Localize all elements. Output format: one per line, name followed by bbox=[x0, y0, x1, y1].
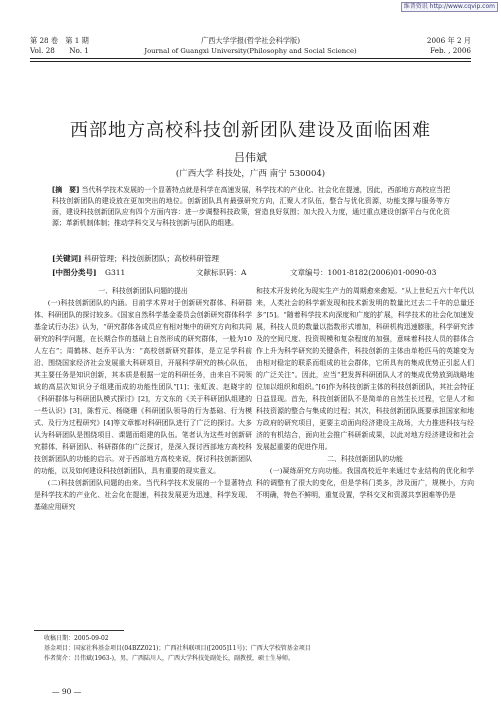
page-number: — 90 — bbox=[52, 687, 82, 696]
watermark-stamp: 维普资讯 http://www.cqvip.com bbox=[401, 2, 498, 12]
article-title: 西部地方高校科技创新团队建设及面临困难 bbox=[70, 120, 431, 141]
abstract-label: [摘 要] bbox=[52, 186, 80, 194]
keywords bbox=[52, 253, 219, 264]
article-label: 文章编号： bbox=[290, 268, 328, 277]
footnote-author-bio: 作者简介：吕伟斌(1963-)，男，广西陆川人，广西大学科技处副处长，副教授，硕士生导师。 bbox=[44, 655, 294, 662]
left-column bbox=[34, 285, 252, 513]
article-value: 1001-8182(2006)01-0090-03 bbox=[327, 268, 437, 277]
author-affiliation: (广西大学 科技处，广西 南宁 530004) bbox=[175, 169, 326, 179]
header-journal-en: Journal of Guangxi University(Philosophy and Social Science) bbox=[144, 47, 357, 55]
section-heading: 一、科技创新团队问题的提出 bbox=[98, 287, 188, 295]
article-number bbox=[290, 267, 436, 278]
classification-row bbox=[52, 267, 125, 278]
paragraph: (一)凝练研究方向功能。我国高校近年来通过专业结构的优化和学科的调整有了很大的变化，但是学科门类多，涉及面广，规模小，方向不明确，特色不鲜明，重复设置，学科交叉和资源共享困难等仍是 bbox=[256, 467, 474, 499]
paragraph-continued: 和技术开发转化为现实生产力的周期愈来愈短。“从上世纪五六十年代以来，人类社会的科学新发现和技术新发明的数量比过去二千年的总量还多”[5]。“随着科学技术向深度和广度的扩展，科学技术的社会化加速发展，科技人员的数量以指数形式增加，科研机构迅速膨胀，科学研究涉及的空间尺度、投资规模和复杂程度的加强，意味着科技人员的群体合作上升为科学研究的关键条件，科技创新的主体由单枪匹马的英雄变为由相对稳定的联系而组成的社会群体，它所具有的集成优势正引起人们的广泛关注”。因此，应当“把发挥科研团队人才的集成优势放到战略地位加以组织和组织。”[6]作为科技创新主体的科技创新团队，其社会特征日益显现。首先，科技创新团队不是简单的自然生长过程，它是人才和科技资源的整合与集成的过程；其次，科技创新团队既要承担国家和地方政府的研究项目，更要主动面向经济建设主战场，大力推进科技与经济的有机结合，面向社会推广科研新成果，以此对地方经济建设和社会发展起重要的促进作用。 bbox=[256, 287, 474, 451]
footnote-fund: 基金项目：国家社科基金项目(04BZZ021)；广西社科联项目([2005]11号)；广西大学校管基金项目 bbox=[44, 645, 311, 652]
header-rule-thin bbox=[30, 61, 471, 62]
header-date-en: Feb. , 2006 bbox=[430, 46, 471, 55]
doc-label: 文献标识码： bbox=[196, 268, 241, 277]
header-volume-cn: 第 28 卷 第 1 期 bbox=[30, 36, 89, 45]
footnote bbox=[30, 634, 471, 664]
abstract bbox=[52, 185, 450, 229]
paragraph: (一)科技创新团队的内涵。目前学术界对于创新研究群体、科研群体、科研团队的探讨较多。《国家自然科学基金委员会创新研究群体科学基金试行办法》认为，“研究群体各成员应有相对集中的研究方向和共同研究的科学问题，在长期合作的基础上自然形成的研究群体，一般为10人左右”；周鹤林、赵乔平认为：“高校创新研究群体，是立足学科前沿、围绕国家经济社会发展重大科研项目，开展科学研究的核心队伍，其主要任务是知识创新，其本质是根据一定的科研任务，由来自不同领域的高层次知识分子组建而成的功能性团队”[1]；张虹波、赵晓宇的《科研群体与科研团队模式探讨》[2]，方文东的《关于科研团队组建的一些认识》[3]，陈哲元、杨晓珊《科研团队领导的行为基础、行为模式、及行为过程研究》[4]等文章都对科研团队进行了广泛的探讨。大多认为科研团队是围绕项目、课题而组建的队伍。笔者认为这些对创新研究群体、科研团队、科研群体的广泛探讨，是深入探讨西部地方高校科技创新团队的功能的启示。对于西部地方高校来说，探讨科技创新团队的功能，以及如何建设科技创新团队，具有重要的现实意义。 bbox=[34, 299, 252, 475]
header-date-cn: 2006 年 2 月 bbox=[426, 36, 471, 45]
header-journal-cn: 广西大学学报(哲学社会科学版) bbox=[200, 36, 301, 45]
footnote-received: 收稿日期：2005-09-02 bbox=[44, 635, 109, 642]
footnote-rule bbox=[34, 630, 124, 631]
paragraph: (二)科技创新团队问题的由来。当代科学技术发展的一个显著特点是科学技术的产业化、社会化在提速，科技发展更为迅速，科学发现、基础应用研究 bbox=[34, 479, 252, 511]
section-heading: 二、科技创新团队的功能 bbox=[327, 455, 403, 463]
abstract-text: 当代科学技术发展的一个显著特点就是科学在高速发展，科学技术的产业化、社会化在提速，因此，西部地方高校应当把科技创新团队的建设放在更加突出的地位。创新团队具有最强研究方向，汇聚人才队伍，整合与优化资源，功能支撑与服务等方面，建设科技创新团队应有四个方面内容：进一步调整科技政策，营造良好氛围；加大投入力度，通过重点建设创新平台与优化资源；革新机制体制；推动学科交叉与科技创新与团队的组建。 bbox=[52, 186, 450, 227]
right-column bbox=[256, 285, 474, 501]
author-name: 吕伟斌 bbox=[234, 151, 267, 164]
keywords-label: [关键词] bbox=[52, 254, 82, 263]
clc-label: [中图分类号] bbox=[52, 268, 97, 277]
header-rule-thick bbox=[30, 58, 471, 59]
doc-value: A bbox=[241, 268, 247, 277]
doc-code bbox=[196, 267, 246, 278]
keywords-text: 科研管理；科技创新团队；高校科研管理 bbox=[84, 254, 219, 263]
clc-value: G311 bbox=[105, 268, 126, 277]
header-volume-en: Vol. 28 No. 1 bbox=[30, 46, 89, 55]
